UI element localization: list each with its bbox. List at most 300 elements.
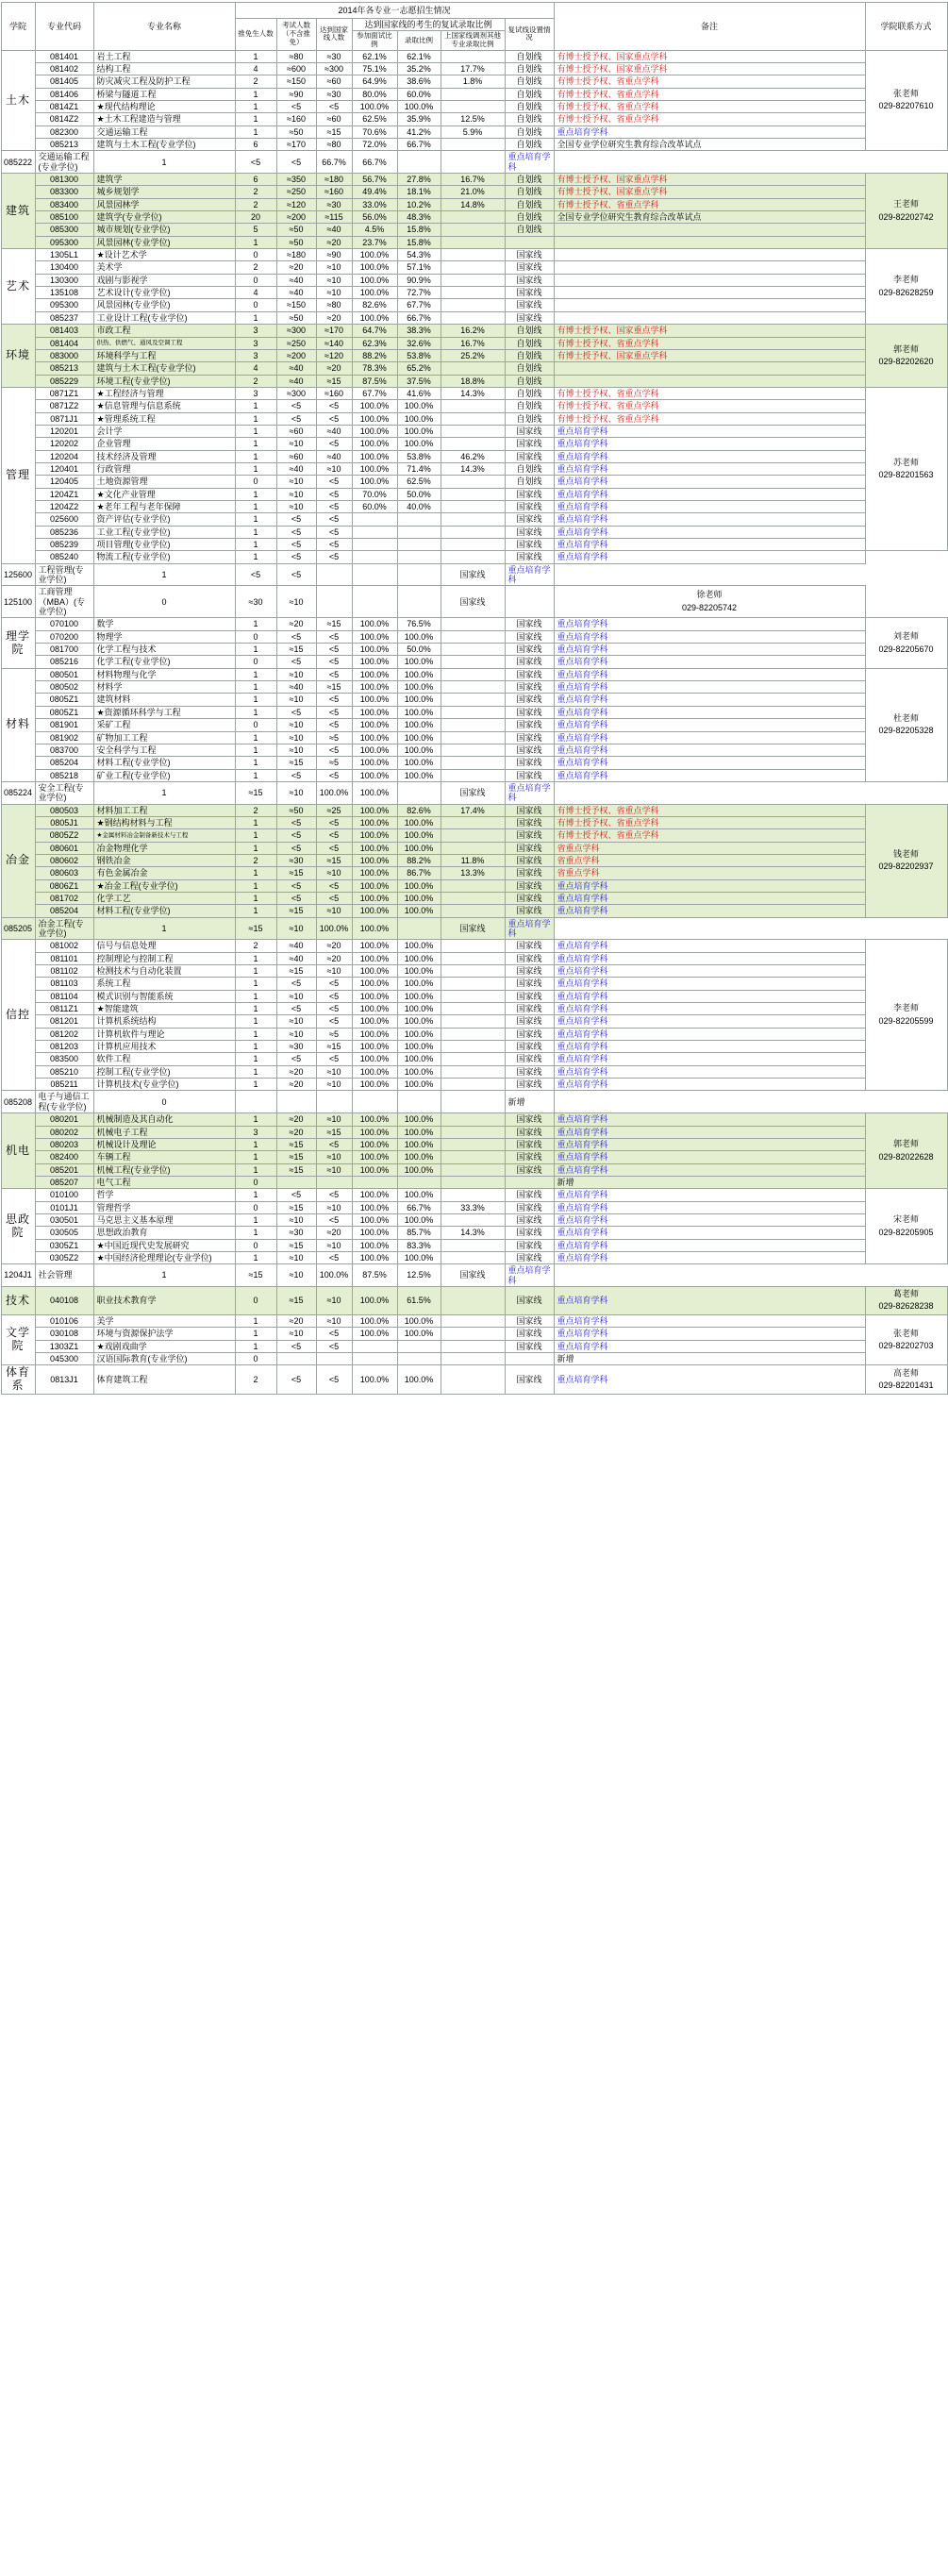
table-row — [1, 706, 947, 718]
exam-cell: ≈10 — [276, 1015, 316, 1028]
join-cell: 100.0% — [352, 1003, 397, 1015]
other-cell — [441, 1113, 505, 1126]
table-row — [1, 965, 947, 978]
other-cell — [441, 362, 505, 375]
other-cell — [441, 551, 505, 563]
code-cell: 081401 — [35, 50, 93, 62]
admit-cell: 100.0% — [397, 892, 441, 904]
join-cell: 88.2% — [352, 349, 397, 361]
remark-cell: 重点培育学科 — [554, 1151, 865, 1163]
other-cell — [441, 274, 505, 286]
exam-cell: <5 — [276, 1003, 316, 1015]
admit-cell: 15.8% — [397, 236, 441, 248]
join-cell: 72.0% — [352, 139, 397, 151]
remark-cell — [554, 362, 865, 375]
retest-cell: 国家线 — [505, 450, 554, 462]
table-row — [1, 952, 947, 964]
exam-cell: <5 — [276, 769, 316, 781]
name-cell: 电子与通信工程(专业学位) — [35, 1091, 93, 1113]
exempt-cell: 0 — [235, 274, 276, 286]
other-cell — [441, 879, 505, 892]
admit-cell: 100.0% — [397, 1314, 441, 1327]
name-cell: ★信息管理与信息系统 — [93, 400, 235, 412]
join-cell: 100.0% — [352, 940, 397, 952]
admit-cell: 87.5% — [352, 1264, 397, 1287]
exam-cell: <5 — [235, 151, 276, 174]
name-cell: 建筑学 — [93, 174, 235, 186]
header-major-code: 专业代码 — [35, 3, 93, 51]
remark-cell: 重点培育学科 — [554, 1079, 865, 1091]
code-cell: 1303Z1 — [35, 1340, 93, 1352]
admit-cell: 66.7% — [397, 139, 441, 151]
table-row — [1, 551, 947, 563]
name-cell: 车辆工程 — [93, 1151, 235, 1163]
join-cell: 100.0% — [352, 952, 397, 964]
table-row — [1, 804, 947, 816]
retest-cell: 自划线 — [505, 375, 554, 387]
table-row — [1, 630, 947, 643]
name-cell: 机械工程(专业学位) — [93, 1163, 235, 1176]
retest-cell: 自划线 — [505, 198, 554, 210]
join-cell: 100.0% — [352, 668, 397, 680]
exam-cell: ≈40 — [276, 375, 316, 387]
code-cell: 085222 — [1, 151, 35, 174]
remark-cell: 有博士授予权、省重点学科 — [554, 100, 865, 112]
retest-cell: 国家线 — [505, 978, 554, 990]
table-row — [1, 586, 947, 618]
name-cell: 采矿工程 — [93, 719, 235, 731]
table-row — [1, 325, 947, 337]
line-cell: ≈10 — [316, 261, 352, 274]
remark-cell: 有博士授予权、省重点学科 — [554, 804, 865, 816]
table-row — [1, 488, 947, 500]
join-cell: 100.0% — [352, 287, 397, 299]
table-row — [1, 1065, 947, 1078]
admit-cell: 100.0% — [397, 1138, 441, 1150]
admit-cell: 40.0% — [397, 500, 441, 512]
table-row — [1, 1091, 947, 1113]
name-cell: 计算机软件与理论 — [93, 1028, 235, 1040]
join-cell: 87.5% — [352, 375, 397, 387]
exempt-cell: 1 — [235, 438, 276, 450]
exam-cell: ≈40 — [276, 681, 316, 694]
line-cell: <5 — [316, 668, 352, 680]
other-cell — [441, 1314, 505, 1327]
line-cell: ≈160 — [316, 387, 352, 399]
exempt-cell: 1 — [235, 539, 276, 551]
line-cell: ≈90 — [316, 249, 352, 261]
name-cell: 供热、供燃气、通风及空调工程 — [93, 337, 235, 349]
other-cell: 13.3% — [441, 867, 505, 879]
name-cell: 城乡规划学 — [93, 186, 235, 198]
contact-cell: 徐老师 029-82205742 — [554, 586, 865, 618]
remark-cell: 重点培育学科 — [554, 1314, 865, 1327]
exam-cell: ≈20 — [276, 1065, 316, 1078]
retest-cell: 自划线 — [505, 186, 554, 198]
admit-cell: 62.5% — [397, 476, 441, 488]
line-cell: ≈10 — [316, 1151, 352, 1163]
join-cell — [352, 1353, 397, 1365]
code-cell: 081404 — [35, 337, 93, 349]
line-cell: ≈15 — [316, 375, 352, 387]
admit-cell: 18.1% — [397, 186, 441, 198]
retest-cell: 自划线 — [505, 113, 554, 125]
contact-cell: 钱老师 029-82202937 — [865, 804, 947, 917]
admit-cell: 67.7% — [397, 299, 441, 311]
other-cell — [441, 1003, 505, 1015]
other-cell — [441, 644, 505, 656]
exam-cell: ≈15 — [276, 905, 316, 917]
other-cell — [441, 952, 505, 964]
exam-cell: ≈20 — [276, 1079, 316, 1091]
name-cell: 市政工程 — [93, 325, 235, 337]
name-cell: 物流工程(专业学位) — [93, 551, 235, 563]
remark-cell: 省重点学科 — [554, 854, 865, 866]
remark-cell: 重点培育学科 — [554, 513, 865, 526]
join-cell: 100.0% — [352, 1251, 397, 1263]
line-cell: <5 — [316, 644, 352, 656]
join-cell: 100.0% — [352, 1314, 397, 1327]
other-cell — [441, 249, 505, 261]
name-cell: 计算机系统结构 — [93, 1015, 235, 1028]
name-cell: 矿物加工工程 — [93, 731, 235, 744]
code-cell: 081002 — [35, 940, 93, 952]
line-cell: ≈170 — [316, 325, 352, 337]
exam-cell: ≈15 — [276, 644, 316, 656]
retest-cell: 国家线 — [505, 249, 554, 261]
retest-cell: 国家线 — [505, 1053, 554, 1065]
join-cell: 100.0% — [352, 1286, 397, 1314]
join-cell: 64.7% — [352, 325, 397, 337]
admit-cell: 100.0% — [397, 1251, 441, 1263]
other-cell — [441, 816, 505, 828]
exam-cell: ≈120 — [276, 198, 316, 210]
other-cell — [441, 1065, 505, 1078]
other-cell — [441, 1176, 505, 1188]
name-cell: 岩土工程 — [93, 50, 235, 62]
join-cell — [316, 563, 352, 586]
exam-cell: ≈300 — [276, 387, 316, 399]
name-cell: 控制工程(专业学位) — [93, 1065, 235, 1078]
exam-cell: ≈15 — [235, 917, 276, 940]
table-row — [1, 513, 947, 526]
remark-cell: 有博士授予权、省重点学科 — [554, 337, 865, 349]
table-row — [1, 412, 947, 425]
remark-cell: 重点培育学科 — [554, 425, 865, 437]
table-row — [1, 1340, 947, 1352]
name-cell: 有色金属冶金 — [93, 867, 235, 879]
other-cell — [441, 1286, 505, 1314]
admit-cell: 100.0% — [397, 694, 441, 706]
dept-cell: 环境 — [1, 325, 35, 388]
exam-cell: ≈180 — [276, 249, 316, 261]
admit-cell: 100.0% — [397, 656, 441, 668]
retest-cell: 国家线 — [441, 586, 505, 618]
admit-cell — [397, 1176, 441, 1188]
code-cell: 0871J1 — [35, 412, 93, 425]
other-cell: 16.7% — [441, 337, 505, 349]
exam-cell: ≈30 — [276, 1227, 316, 1239]
name-cell: ★土木工程建造与管理 — [93, 113, 235, 125]
exam-cell: ≈10 — [276, 438, 316, 450]
remark-cell: 重点培育学科 — [554, 1126, 865, 1138]
other-cell — [441, 139, 505, 151]
name-cell: ★中国近现代史发展研究 — [93, 1239, 235, 1251]
name-cell: 工程管理(专业学位) — [35, 563, 93, 586]
join-cell: 100.0% — [352, 965, 397, 978]
exempt-cell: 1 — [235, 425, 276, 437]
remark-cell: 有博士授予权、国家重点学科 — [554, 186, 865, 198]
retest-cell: 国家线 — [505, 311, 554, 324]
exempt-cell: 1 — [235, 1151, 276, 1163]
other-cell — [397, 1091, 441, 1113]
remark-cell: 重点培育学科 — [554, 644, 865, 656]
name-cell: 建筑与土木工程(专业学位) — [93, 139, 235, 151]
table-row — [1, 211, 947, 224]
code-cell: 080201 — [35, 1113, 93, 1126]
exempt-cell: 1 — [235, 50, 276, 62]
join-cell: 67.7% — [352, 387, 397, 399]
admit-cell: 53.8% — [397, 450, 441, 462]
exempt-cell: 2 — [235, 940, 276, 952]
admit-cell: 54.3% — [397, 249, 441, 261]
other-cell — [441, 1239, 505, 1251]
exempt-cell: 1 — [235, 744, 276, 756]
table-row — [1, 224, 947, 236]
other-cell — [441, 1138, 505, 1150]
code-cell: 083700 — [35, 744, 93, 756]
retest-cell: 国家线 — [505, 1079, 554, 1091]
line-cell: ≈20 — [316, 1227, 352, 1239]
code-cell: 130400 — [35, 261, 93, 274]
retest-cell: 自划线 — [505, 211, 554, 224]
remark-cell: 重点培育学科 — [554, 731, 865, 744]
name-cell: 管理哲学 — [93, 1201, 235, 1213]
retest-cell: 自划线 — [505, 75, 554, 88]
table-row — [1, 450, 947, 462]
admit-cell — [352, 563, 397, 586]
name-cell: 风景园林(专业学位) — [93, 299, 235, 311]
join-cell — [352, 1340, 397, 1352]
dept-cell: 体育系 — [1, 1365, 35, 1395]
retest-cell: 国家线 — [505, 551, 554, 563]
table-row — [1, 879, 947, 892]
code-cell: 081902 — [35, 731, 93, 744]
header-retest-line: 复试线设置情况 — [505, 19, 554, 51]
remark-cell: 重点培育学科 — [554, 681, 865, 694]
line-cell: ≈10 — [316, 1314, 352, 1327]
name-cell: 材料加工工程 — [93, 804, 235, 816]
line-cell: <5 — [316, 1340, 352, 1352]
code-cell: 080202 — [35, 1126, 93, 1138]
retest-cell: 自划线 — [505, 50, 554, 62]
other-cell — [441, 1041, 505, 1053]
code-cell: 0305Z2 — [35, 1251, 93, 1263]
exempt-cell: 1 — [235, 100, 276, 112]
line-cell: ≈40 — [316, 450, 352, 462]
line-cell: <5 — [316, 829, 352, 842]
table-row — [1, 375, 947, 387]
exempt-cell: 1 — [235, 1138, 276, 1150]
exempt-cell: 1 — [235, 1213, 276, 1226]
remark-cell: 重点培育学科 — [554, 1113, 865, 1126]
exam-cell: ≈250 — [276, 337, 316, 349]
code-cell: 085237 — [35, 311, 93, 324]
other-cell: 33.3% — [441, 1201, 505, 1213]
remark-cell: 有博士授予权、国家重点学科 — [554, 62, 865, 75]
name-cell: 材料工程(专业学位) — [93, 905, 235, 917]
table-row — [1, 854, 947, 866]
line-cell: <5 — [316, 526, 352, 538]
retest-cell: 国家线 — [441, 563, 505, 586]
admit-cell — [352, 1091, 397, 1113]
name-cell: 工商管理（MBA）(专业学位) — [35, 586, 93, 618]
retest-cell: 国家线 — [505, 425, 554, 437]
retest-cell: 国家线 — [505, 892, 554, 904]
remark-cell — [554, 299, 865, 311]
table-row — [1, 1176, 947, 1188]
other-cell — [441, 892, 505, 904]
table-row — [1, 299, 947, 311]
admit-cell: 100.0% — [397, 719, 441, 731]
line-cell: <5 — [316, 978, 352, 990]
line-cell: <5 — [316, 892, 352, 904]
remark-cell: 重点培育学科 — [505, 563, 554, 586]
exempt-cell: 1 — [235, 681, 276, 694]
line-cell: ≈20 — [316, 940, 352, 952]
admit-cell: 53.8% — [397, 349, 441, 361]
exempt-cell: 3 — [235, 325, 276, 337]
exempt-cell: 1 — [235, 952, 276, 964]
code-cell: 030505 — [35, 1227, 93, 1239]
retest-cell: 国家线 — [505, 706, 554, 718]
admit-cell: 100.0% — [397, 1003, 441, 1015]
other-cell: 16.7% — [441, 174, 505, 186]
name-cell: 交通运输工程(专业学位) — [35, 151, 93, 174]
retest-cell: 国家线 — [505, 1286, 554, 1314]
exam-cell: <5 — [276, 978, 316, 990]
table-row — [1, 387, 947, 399]
admit-cell — [397, 526, 441, 538]
remark-cell: 全国专业学位研究生教育综合改革试点 — [554, 139, 865, 151]
admit-cell: 83.3% — [397, 1239, 441, 1251]
other-cell — [441, 476, 505, 488]
other-cell: 11.8% — [441, 854, 505, 866]
code-cell: 125100 — [1, 586, 35, 618]
exempt-cell: 2 — [235, 854, 276, 866]
line-cell: <5 — [276, 563, 316, 586]
header-major-name: 专业名称 — [93, 3, 235, 51]
name-cell: ★工程经济与管理 — [93, 387, 235, 399]
join-cell: 100.0% — [352, 1053, 397, 1065]
retest-cell: 国家线 — [505, 731, 554, 744]
retest-cell — [505, 236, 554, 248]
other-cell: 16.2% — [441, 325, 505, 337]
other-cell — [441, 905, 505, 917]
name-cell: 土地资源管理 — [93, 476, 235, 488]
table-row — [1, 1328, 947, 1340]
remark-cell — [554, 287, 865, 299]
remark-cell: 有博士授予权、省重点学科 — [554, 829, 865, 842]
exam-cell: <5 — [276, 551, 316, 563]
exam-cell: <5 — [276, 630, 316, 643]
code-cell: 083400 — [35, 198, 93, 210]
other-cell — [441, 940, 505, 952]
admit-cell: 100.0% — [397, 1053, 441, 1065]
remark-cell: 重点培育学科 — [554, 879, 865, 892]
exam-cell: <5 — [276, 706, 316, 718]
remark-cell — [554, 311, 865, 324]
remark-cell: 有博士授予权、省重点学科 — [554, 75, 865, 88]
admit-cell: 100.0% — [397, 1126, 441, 1138]
join-cell: 100.0% — [352, 892, 397, 904]
code-cell: 0305Z1 — [35, 1239, 93, 1251]
dept-cell: 材料 — [1, 668, 35, 781]
admit-cell — [352, 586, 397, 618]
name-cell: 戏剧与影视学 — [93, 274, 235, 286]
exempt-cell: 3 — [235, 337, 276, 349]
join-cell: 100.0% — [352, 842, 397, 854]
exam-cell: <5 — [276, 829, 316, 842]
retest-cell: 国家线 — [505, 261, 554, 274]
exempt-cell: 1 — [235, 757, 276, 769]
line-cell: ≈30 — [316, 88, 352, 100]
join-cell: 100.0% — [352, 261, 397, 274]
admit-cell: 100.0% — [352, 781, 397, 804]
exempt-cell: 1 — [235, 769, 276, 781]
admit-cell: 100.0% — [397, 438, 441, 450]
remark-cell — [554, 274, 865, 286]
other-cell — [441, 50, 505, 62]
remark-cell: 重点培育学科 — [554, 438, 865, 450]
line-cell: ≈15 — [316, 1041, 352, 1053]
code-cell: 085208 — [1, 1091, 35, 1113]
join-cell: 100.0% — [352, 1328, 397, 1340]
other-cell — [441, 1028, 505, 1040]
retest-cell: 国家线 — [505, 1065, 554, 1078]
remark-cell: 重点培育学科 — [505, 917, 554, 940]
retest-cell: 自划线 — [505, 400, 554, 412]
exam-cell: <5 — [276, 892, 316, 904]
join-cell: 100.0% — [352, 1189, 397, 1201]
table-row — [1, 500, 947, 512]
retest-cell: 自划线 — [505, 476, 554, 488]
dept-cell: 冶金 — [1, 804, 35, 917]
remark-cell: 重点培育学科 — [554, 965, 865, 978]
exam-cell: ≈20 — [276, 1113, 316, 1126]
other-cell — [441, 744, 505, 756]
table-row — [1, 618, 947, 630]
name-cell: ★中国经济伦理理论(专业学位) — [93, 1251, 235, 1263]
line-cell: ≈20 — [316, 236, 352, 248]
dept-cell: 理学院 — [1, 618, 35, 668]
exam-cell: <5 — [276, 1365, 316, 1395]
code-cell: 085211 — [35, 1079, 93, 1091]
remark-cell: 重点培育学科 — [554, 1213, 865, 1226]
code-cell: 080601 — [35, 842, 93, 854]
exempt-cell: 1 — [93, 151, 235, 174]
exam-cell: ≈50 — [276, 125, 316, 138]
table-row — [1, 1365, 947, 1395]
remark-cell: 重点培育学科 — [554, 1251, 865, 1263]
retest-cell: 自划线 — [505, 462, 554, 475]
code-cell: 081201 — [35, 1015, 93, 1028]
exam-cell: ≈150 — [276, 299, 316, 311]
admit-cell: 100.0% — [397, 990, 441, 1002]
retest-cell: 自划线 — [505, 62, 554, 75]
code-cell: 0805Z2 — [35, 829, 93, 842]
exempt-cell: 1 — [235, 905, 276, 917]
